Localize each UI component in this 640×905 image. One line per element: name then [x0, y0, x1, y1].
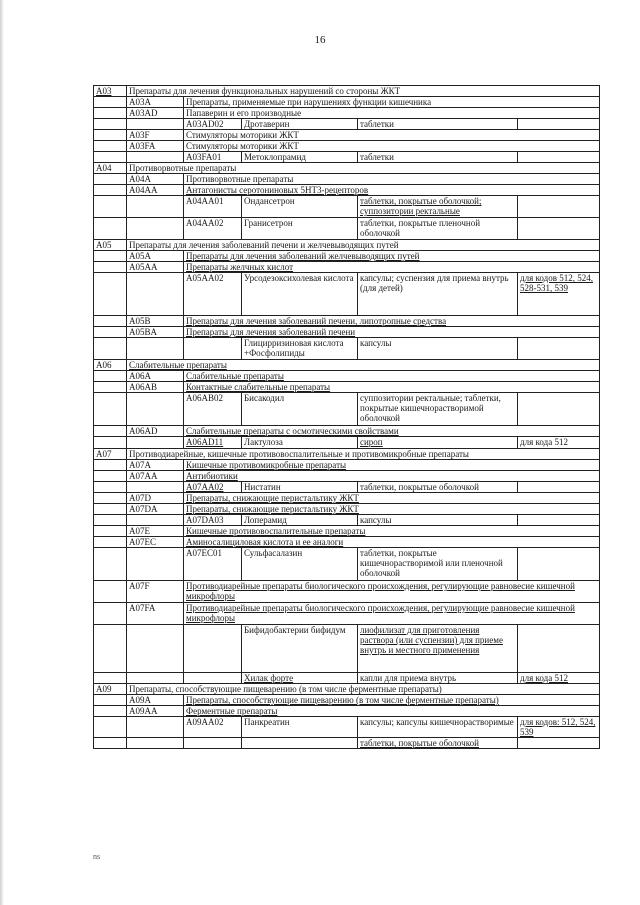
atc-subgroup-code: A07E	[127, 526, 184, 537]
drug-name: Бифидобактерии бифидум	[242, 625, 358, 673]
atc-subgroup-title: Стимуляторы моторики ЖКТ	[184, 130, 600, 141]
empty-cell	[94, 548, 127, 581]
atc-subgroup-title: Препараты, снижающие перистальтику ЖКТ	[184, 493, 600, 504]
atc-code: A04AA02	[184, 218, 242, 240]
empty-cell	[94, 273, 127, 316]
drug-name: Ондансетрон	[242, 196, 358, 218]
atc-subgroup-title: Слабительные препараты	[184, 371, 600, 382]
note-codes: для кодов: 512, 524, 539	[518, 717, 600, 738]
empty-cell	[127, 338, 184, 360]
subgroup-row	[94, 174, 600, 185]
atc-group-title: Слабительные препараты	[127, 360, 600, 371]
atc-subgroup-title: Препараты, применяемые при нарушениях функции кишечника	[184, 97, 600, 108]
atc-subgroup-code: A03FA	[127, 141, 184, 152]
dosage-form: сироп	[358, 437, 518, 449]
subgroup-row	[94, 141, 600, 152]
atc-subgroup-code: A03A	[127, 97, 184, 108]
atc-code: A07DA03	[184, 515, 242, 526]
atc-subgroup-code: A07A	[127, 460, 184, 471]
atc-subgroup-code: A05BA	[127, 327, 184, 338]
empty-cell	[94, 393, 127, 426]
empty-cell	[94, 426, 127, 437]
dosage-form: капсулы; суспензия для приема внутрь (для детей)	[358, 273, 518, 316]
subgroup-row	[94, 316, 600, 327]
subgroup-row	[94, 262, 600, 273]
drug-name: Лоперамид	[242, 515, 358, 526]
atc-subgroup-title: Препараты желчных кислот	[184, 262, 600, 273]
drug-row	[94, 119, 600, 130]
empty-cell	[94, 141, 127, 152]
atc-subgroup-code: A07EC	[127, 537, 184, 548]
atc-subgroup-title: Слабительные препараты с осмотическими свойствами	[184, 426, 600, 437]
empty-cell	[94, 603, 127, 625]
empty-cell	[127, 273, 184, 316]
atc-subgroup-code: A05A	[127, 251, 184, 262]
atc-subgroup-title: Кишечные противомикробные препараты	[184, 460, 600, 471]
empty-cell	[127, 738, 184, 749]
dosage-form: таблетки, покрытые пленочной оболочкой	[358, 218, 518, 240]
dosage-form: капсулы; капсулы кишечнорастворимые	[358, 717, 518, 738]
note-codes	[518, 738, 600, 749]
atc-subgroup-code: A07AA	[127, 471, 184, 482]
empty-cell	[94, 338, 127, 360]
note-codes	[518, 482, 600, 493]
atc-code	[184, 673, 242, 684]
empty-cell	[94, 482, 127, 493]
note-codes: для кода 512	[518, 437, 600, 449]
atc-subgroup-title: Препараты для лечения заболеваний печени, липотропные средства	[184, 316, 600, 327]
empty-cell	[127, 119, 184, 130]
subgroup-row	[94, 97, 600, 108]
empty-cell	[127, 625, 184, 673]
drug-row	[94, 515, 600, 526]
note-codes	[518, 548, 600, 581]
dosage-form: таблетки, покрытые оболочкой	[358, 482, 518, 493]
subgroup-row	[94, 504, 600, 515]
dosage-form: капли для приема внутрь	[358, 673, 518, 684]
empty-cell	[127, 218, 184, 240]
atc-subgroup-code: A09AA	[127, 706, 184, 717]
atc-subgroup-code: A06AD	[127, 426, 184, 437]
note-codes	[518, 515, 600, 526]
subgroup-row	[94, 327, 600, 338]
drug-row	[94, 338, 600, 360]
atc-subgroup-code: A09A	[127, 695, 184, 706]
atc-code: A04AA01	[184, 196, 242, 218]
group-row	[94, 449, 600, 460]
subgroup-row	[94, 695, 600, 706]
atc-subgroup-title: Препараты для лечения заболеваний печени	[184, 327, 600, 338]
atc-subgroup-title: Препараты, снижающие перистальтику ЖКТ	[184, 504, 600, 515]
atc-group-code: A04	[94, 163, 127, 174]
dosage-form: таблетки, покрытые кишечнорастворимой или пленочной оболочкой	[358, 548, 518, 581]
atc-subgroup-code: A07F	[127, 581, 184, 603]
atc-group-code: A03	[94, 86, 127, 97]
empty-cell	[94, 185, 127, 196]
atc-code: A03FA01	[184, 152, 242, 163]
empty-cell	[94, 537, 127, 548]
drug-classification-table	[93, 85, 600, 749]
empty-cell	[94, 526, 127, 537]
subgroup-row	[94, 130, 600, 141]
empty-cell	[127, 437, 184, 449]
drug-name	[242, 738, 358, 749]
empty-cell	[94, 316, 127, 327]
atc-subgroup-code: A07DA	[127, 504, 184, 515]
subgroup-row	[94, 108, 600, 119]
atc-subgroup-code: A05AA	[127, 262, 184, 273]
atc-group-title: Препараты для лечения заболеваний печени и желчевыводящих путей	[127, 240, 600, 251]
drug-row	[94, 196, 600, 218]
atc-subgroup-title: Папаверин и его производные	[184, 108, 600, 119]
empty-cell	[94, 218, 127, 240]
drug-name: Дротаверин	[242, 119, 358, 130]
empty-cell	[127, 152, 184, 163]
note-codes: для кода 512	[518, 673, 600, 684]
subgroup-row	[94, 471, 600, 482]
empty-cell	[94, 97, 127, 108]
dosage-form: таблетки, покрытые оболочкой; суппозитории ректальные	[358, 196, 518, 218]
subgroup-row	[94, 251, 600, 262]
empty-cell	[94, 581, 127, 603]
atc-subgroup-title: Ферментные препараты	[184, 706, 600, 717]
subgroup-row	[94, 603, 600, 625]
empty-cell	[94, 119, 127, 130]
dosage-form: капсулы	[358, 515, 518, 526]
subgroup-row	[94, 526, 600, 537]
dosage-form: таблетки, покрытые оболочкой	[358, 738, 518, 749]
empty-cell	[94, 152, 127, 163]
drug-name: Урсодезоксихолевая кислота	[242, 273, 358, 316]
atc-code: A09AA02	[184, 717, 242, 738]
empty-cell	[94, 327, 127, 338]
empty-cell	[94, 382, 127, 393]
drug-row	[94, 738, 600, 749]
atc-group-title: Противодиарейные, кишечные противовоспалительные и противомикробные препараты	[127, 449, 600, 460]
drug-row	[94, 625, 600, 673]
atc-subgroup-code: A04A	[127, 174, 184, 185]
atc-group-code: A05	[94, 240, 127, 251]
atc-code	[184, 338, 242, 360]
empty-cell	[94, 738, 127, 749]
atc-code	[184, 625, 242, 673]
drug-row	[94, 273, 600, 316]
subgroup-row	[94, 371, 600, 382]
atc-subgroup-title: Препараты, способствующие пищеварению (в том числе ферментные препараты)	[184, 695, 600, 706]
atc-code: A06AB02	[184, 393, 242, 426]
empty-cell	[94, 515, 127, 526]
drug-row	[94, 437, 600, 449]
atc-subgroup-code: A06AB	[127, 382, 184, 393]
atc-subgroup-code: A03AD	[127, 108, 184, 119]
atc-subgroup-title: Антибиотики	[184, 471, 600, 482]
dosage-form: суппозитории ректальные; таблетки, покрытые кишечнорастворимой оболочкой	[358, 393, 518, 426]
drug-row	[94, 152, 600, 163]
note-codes	[518, 338, 600, 360]
empty-cell	[94, 695, 127, 706]
atc-subgroup-title: Кишечные противовоспалительные препараты	[184, 526, 600, 537]
empty-cell	[94, 493, 127, 504]
empty-cell	[94, 130, 127, 141]
empty-cell	[94, 460, 127, 471]
drug-row	[94, 393, 600, 426]
group-row	[94, 684, 600, 695]
empty-cell	[94, 262, 127, 273]
subgroup-row	[94, 581, 600, 603]
drug-name: Сульфасалазин	[242, 548, 358, 581]
empty-cell	[94, 471, 127, 482]
atc-group-code: A09	[94, 684, 127, 695]
atc-group-title: Препараты, способствующие пищеварению (в том числе ферментные препараты)	[127, 684, 600, 695]
note-codes	[518, 393, 600, 426]
dosage-form: лиофилизат для приготовления раствора (или суспензии) для приеме внутрь и местного применения	[358, 625, 518, 673]
atc-group-code: A06	[94, 360, 127, 371]
dosage-form: таблетки	[358, 119, 518, 130]
atc-subgroup-code: A06A	[127, 371, 184, 382]
drug-row	[94, 673, 600, 684]
drug-name: Глицирризиновая кислота +Фосфолипиды	[242, 338, 358, 360]
drug-name: Нистатин	[242, 482, 358, 493]
dosage-form: таблетки	[358, 152, 518, 163]
empty-cell	[94, 108, 127, 119]
atc-code: A05AA02	[184, 273, 242, 316]
atc-subgroup-title: Контактные слабительные препараты	[184, 382, 600, 393]
note-codes	[518, 152, 600, 163]
drug-row	[94, 548, 600, 581]
drug-row	[94, 717, 600, 738]
atc-subgroup-title: Стимуляторы моторики ЖКТ	[184, 141, 600, 152]
group-row	[94, 163, 600, 174]
atc-group-code: A07	[94, 449, 127, 460]
empty-cell	[94, 437, 127, 449]
scan-edge-shadow	[0, 0, 4, 905]
note-codes	[518, 625, 600, 673]
empty-cell	[127, 196, 184, 218]
drug-row	[94, 482, 600, 493]
atc-subgroup-title: Противорвотные препараты	[184, 174, 600, 185]
atc-code: A03AD02	[184, 119, 242, 130]
empty-cell	[94, 625, 127, 673]
atc-subgroup-code: A03F	[127, 130, 184, 141]
atc-subgroup-code: A07D	[127, 493, 184, 504]
drug-name: Лактулоза	[242, 437, 358, 449]
drug-row	[94, 218, 600, 240]
group-row	[94, 240, 600, 251]
atc-subgroup-title: Противодиарейные препараты биологического происхождения, регулирующие равновесие кишечной микрофлоры	[184, 603, 600, 625]
subgroup-row	[94, 185, 600, 196]
group-row	[94, 360, 600, 371]
atc-subgroup-title: Препараты для лечения заболеваний желчевыводящих путей	[184, 251, 600, 262]
empty-cell	[127, 717, 184, 738]
footer-mark: ns	[93, 852, 101, 861]
empty-cell	[127, 548, 184, 581]
empty-cell	[94, 504, 127, 515]
subgroup-row	[94, 460, 600, 471]
empty-cell	[94, 196, 127, 218]
note-codes	[518, 119, 600, 130]
empty-cell	[127, 393, 184, 426]
empty-cell	[127, 515, 184, 526]
atc-group-title: Препараты для лечения функциональных нарушений со стороны ЖКТ	[127, 86, 600, 97]
atc-subgroup-code: A04AA	[127, 185, 184, 196]
group-row	[94, 86, 600, 97]
atc-code: A06AD11	[184, 437, 242, 449]
atc-subgroup-code: A05B	[127, 316, 184, 327]
empty-cell	[127, 673, 184, 684]
empty-cell	[94, 673, 127, 684]
subgroup-row	[94, 706, 600, 717]
drug-name: Бисакодил	[242, 393, 358, 426]
dosage-form: капсулы	[358, 338, 518, 360]
note-codes	[518, 196, 600, 218]
atc-code: A07EC01	[184, 548, 242, 581]
atc-group-title: Противорвотные препараты	[127, 163, 600, 174]
empty-cell	[127, 482, 184, 493]
subgroup-row	[94, 382, 600, 393]
atc-code	[184, 738, 242, 749]
subgroup-row	[94, 426, 600, 437]
subgroup-row	[94, 537, 600, 548]
subgroup-row	[94, 493, 600, 504]
drug-name: Панкреатин	[242, 717, 358, 738]
note-codes: для кодов 512, 524, 528-531, 539	[518, 273, 600, 316]
empty-cell	[94, 706, 127, 717]
atc-subgroup-title: Антагонисты серотониновых 5HT3-рецепторов	[184, 185, 600, 196]
atc-subgroup-title: Аминосалициловая кислота и ее аналоги	[184, 537, 600, 548]
empty-cell	[94, 174, 127, 185]
drug-name: Хилак форте	[242, 673, 358, 684]
atc-subgroup-title: Противодиарейные препараты биологического происхождения, регулирующие равновесие кишечной микрофлоры	[184, 581, 600, 603]
atc-subgroup-code: A07FA	[127, 603, 184, 625]
atc-code: A07AA02	[184, 482, 242, 493]
empty-cell	[94, 371, 127, 382]
empty-cell	[94, 717, 127, 738]
drug-name: Гранисетрон	[242, 218, 358, 240]
page-number: 16	[314, 34, 326, 46]
drug-name: Метоклопрамид	[242, 152, 358, 163]
empty-cell	[94, 251, 127, 262]
note-codes	[518, 218, 600, 240]
